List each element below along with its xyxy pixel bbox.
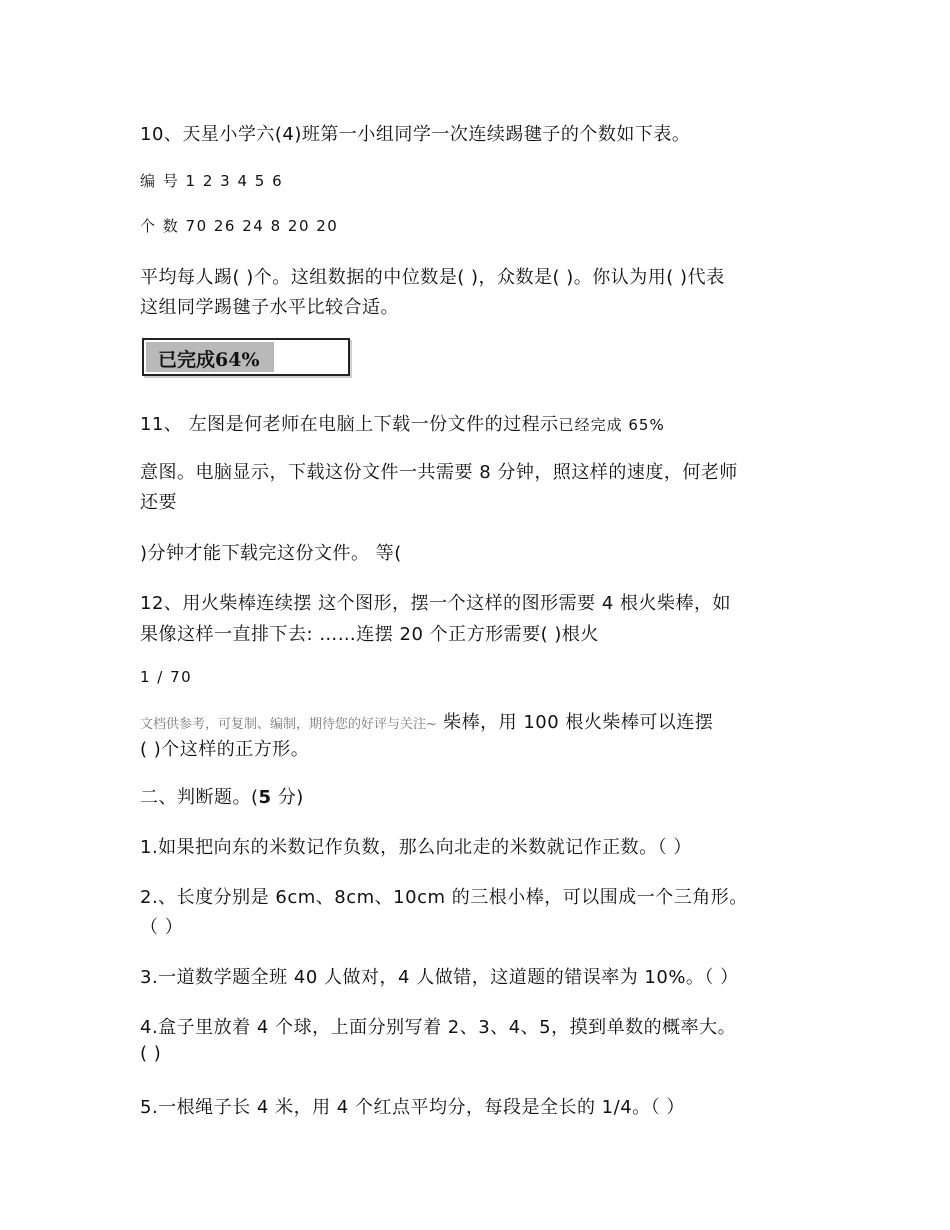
progress-label: 已完成64% [158, 349, 260, 371]
q12-line1: 12、用火柴棒连续摆 这个图形，摆一个这样的图形需要 4 根火柴棒，如 [140, 593, 732, 614]
judge-item-5: 5.一根绳子长 4 米，用 4 个红点平均分，每段是全长的 1/4。（ ） [140, 1097, 685, 1118]
judge-item-2: 2.、长度分别是 6cm、8cm、10cm 的三根小棒，可以围成一个三角形。 [140, 887, 748, 908]
q10-table-row-count: 个 数 70 26 24 8 20 20 [140, 217, 339, 235]
judge-item-1: 1.如果把向东的米数记作负数，那么向北走的米数就记作正数。（ ） [140, 837, 692, 858]
judge-item-3: 3.一道数学题全班 40 人做对，4 人做错，这道题的错误率为 10%。（ ） [140, 967, 739, 988]
q12-line3-text: 柴棒，用 100 根火柴棒可以连摆 [436, 712, 714, 733]
judge-item-4: 4.盒子里放着 4 个球，上面分别写着 2、3、4、5，摸到单数的概率大。 [140, 1017, 737, 1038]
section2-heading [140, 783, 304, 809]
watermark-note: 文档供参考，可复制、编制，期待您的好评与关注~ [140, 717, 437, 732]
section2-heading-points: 5 [258, 787, 272, 808]
q12-line3 [140, 708, 713, 734]
section2-heading-pre: 二、判断题。( [140, 787, 259, 808]
q12-line4: ( )个这样的正方形。 [140, 739, 310, 760]
judge-item-4-blank: ( ) [140, 1043, 162, 1064]
q11-line1-main: 11、 左图是何老师在电脑上下载一份文件的过程示 [140, 414, 559, 435]
q12-line2: 果像这样一直排下去: ……连摆 20 个正方形需要( )根火 [140, 624, 599, 645]
q10-table-row-number: 编 号 1 2 3 4 5 6 [140, 172, 284, 190]
q10-title: 10、天星小学六(4)班第一小组同学一次连续踢毽子的个数如下表。 [140, 124, 691, 145]
q10-question-line2: 这组同学踢毽子水平比较合适。 [140, 297, 399, 318]
q10-question-line1: 平均每人踢( )个。这组数据的中位数是( )，众数是( )。你认为用( )代表 [140, 267, 725, 288]
judge-item-2-blank: （ ） [140, 917, 184, 938]
q11-line4: )分钟才能下载完这份文件。 等( [140, 543, 402, 564]
q11-line3: 还要 [140, 492, 177, 513]
page-number: 1 / 70 [140, 668, 193, 686]
download-progress-bar [142, 338, 350, 376]
q11-line1 [140, 410, 665, 436]
q11-line2: 意图。电脑显示，下载这份文件一共需要 8 分钟，照这样的速度，何老师 [140, 462, 738, 483]
section2-heading-post: 分) [271, 787, 304, 808]
q11-line1-small: 已经完成 65% [558, 416, 665, 434]
